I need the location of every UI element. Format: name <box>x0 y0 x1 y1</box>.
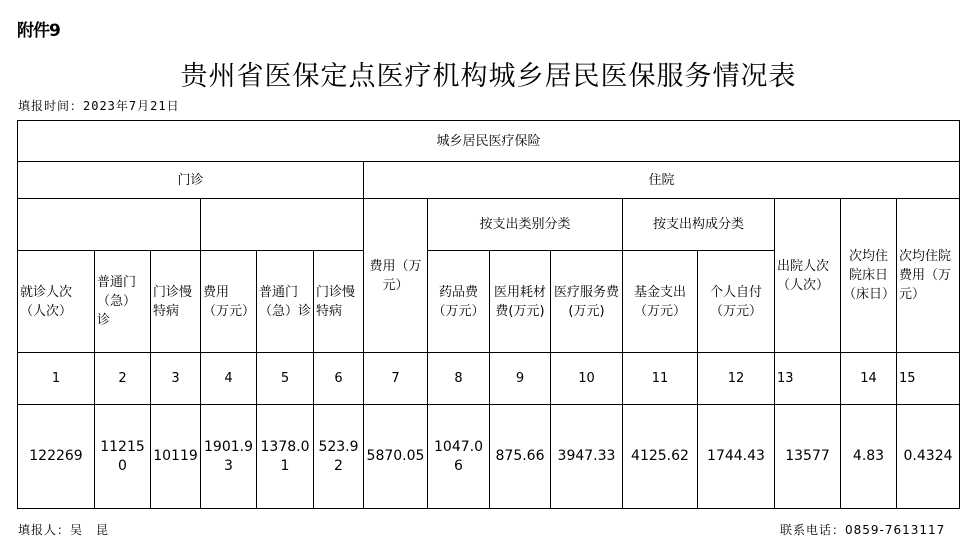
fill-date: 填报时间：2023年7月21日 <box>18 99 180 113</box>
value-cell: 0.4324 <box>897 405 960 509</box>
index-cell: 4 <box>201 353 257 405</box>
col-inpatient-cost: 费用（万元） <box>364 199 428 353</box>
index-cell: 7 <box>364 353 428 405</box>
value-cell: 122269 <box>18 405 95 509</box>
index-row <box>18 353 960 405</box>
value-cell: 13577 <box>775 405 841 509</box>
outpatient-header: 门诊 <box>18 162 364 199</box>
value-cell: 875.66 <box>490 405 551 509</box>
col-avg-bed-days: 次均住院床日（床日） <box>841 199 897 353</box>
index-cell: 12 <box>698 353 775 405</box>
reporter: 填报人：吴 昆 <box>18 523 110 537</box>
col-drug-cost: 药品费（万元） <box>428 251 490 353</box>
value-cell: 5870.05 <box>364 405 428 509</box>
value-cell: 10119 <box>151 405 201 509</box>
page-title: 贵州省医保定点医疗机构城乡居民医保服务情况表 <box>180 61 797 92</box>
index-cell: 6 <box>314 353 364 405</box>
col-chronic-cost: 门诊慢特病 <box>314 251 364 353</box>
col-visits: 就诊人次（人次） <box>18 251 95 353</box>
contact-phone: 联系电话：0859-7613117 <box>780 523 946 537</box>
by-category-header: 按支出类别分类 <box>428 199 623 251</box>
col-consumables-cost: 医用耗材费(万元) <box>490 251 551 353</box>
col-chronic-visits: 门诊慢特病 <box>151 251 201 353</box>
index-cell: 9 <box>490 353 551 405</box>
value-cell: 1378.01 <box>257 405 314 509</box>
value-cell: 3947.33 <box>551 405 623 509</box>
index-cell: 5 <box>257 353 314 405</box>
index-cell: 8 <box>428 353 490 405</box>
value-cell: 1744.43 <box>698 405 775 509</box>
index-cell: 15 <box>897 353 960 405</box>
col-general-outpatient-cost: 普通门（急）诊 <box>257 251 314 353</box>
col-general-outpatient-visits: 普通门（急）诊 <box>95 251 151 353</box>
inpatient-header: 住院 <box>364 162 960 199</box>
service-table <box>17 120 960 509</box>
outpatient-cost-group <box>201 199 364 251</box>
value-cell: 4125.62 <box>623 405 698 509</box>
section-header: 城乡居民医疗保险 <box>18 121 960 162</box>
col-outpatient-cost: 费用（万元） <box>201 251 257 353</box>
attachment-label: 附件9 <box>17 21 60 41</box>
index-cell: 1 <box>18 353 95 405</box>
index-cell: 3 <box>151 353 201 405</box>
value-cell: 1901.93 <box>201 405 257 509</box>
index-cell: 10 <box>551 353 623 405</box>
col-fund-expense: 基金支出（万元） <box>623 251 698 353</box>
data-row <box>18 405 960 509</box>
col-self-pay: 个人自付（万元） <box>698 251 775 353</box>
outpatient-visits-group <box>18 199 201 251</box>
index-cell: 13 <box>775 353 841 405</box>
col-service-cost: 医疗服务费(万元) <box>551 251 623 353</box>
value-cell: 112150 <box>95 405 151 509</box>
col-avg-inpatient-cost: 次均住院费用（万元） <box>897 199 960 353</box>
index-cell: 11 <box>623 353 698 405</box>
value-cell: 4.83 <box>841 405 897 509</box>
value-cell: 1047.06 <box>428 405 490 509</box>
value-cell: 523.92 <box>314 405 364 509</box>
index-cell: 14 <box>841 353 897 405</box>
by-structure-header: 按支出构成分类 <box>623 199 775 251</box>
index-cell: 2 <box>95 353 151 405</box>
col-discharges: 出院人次（人次） <box>775 199 841 353</box>
